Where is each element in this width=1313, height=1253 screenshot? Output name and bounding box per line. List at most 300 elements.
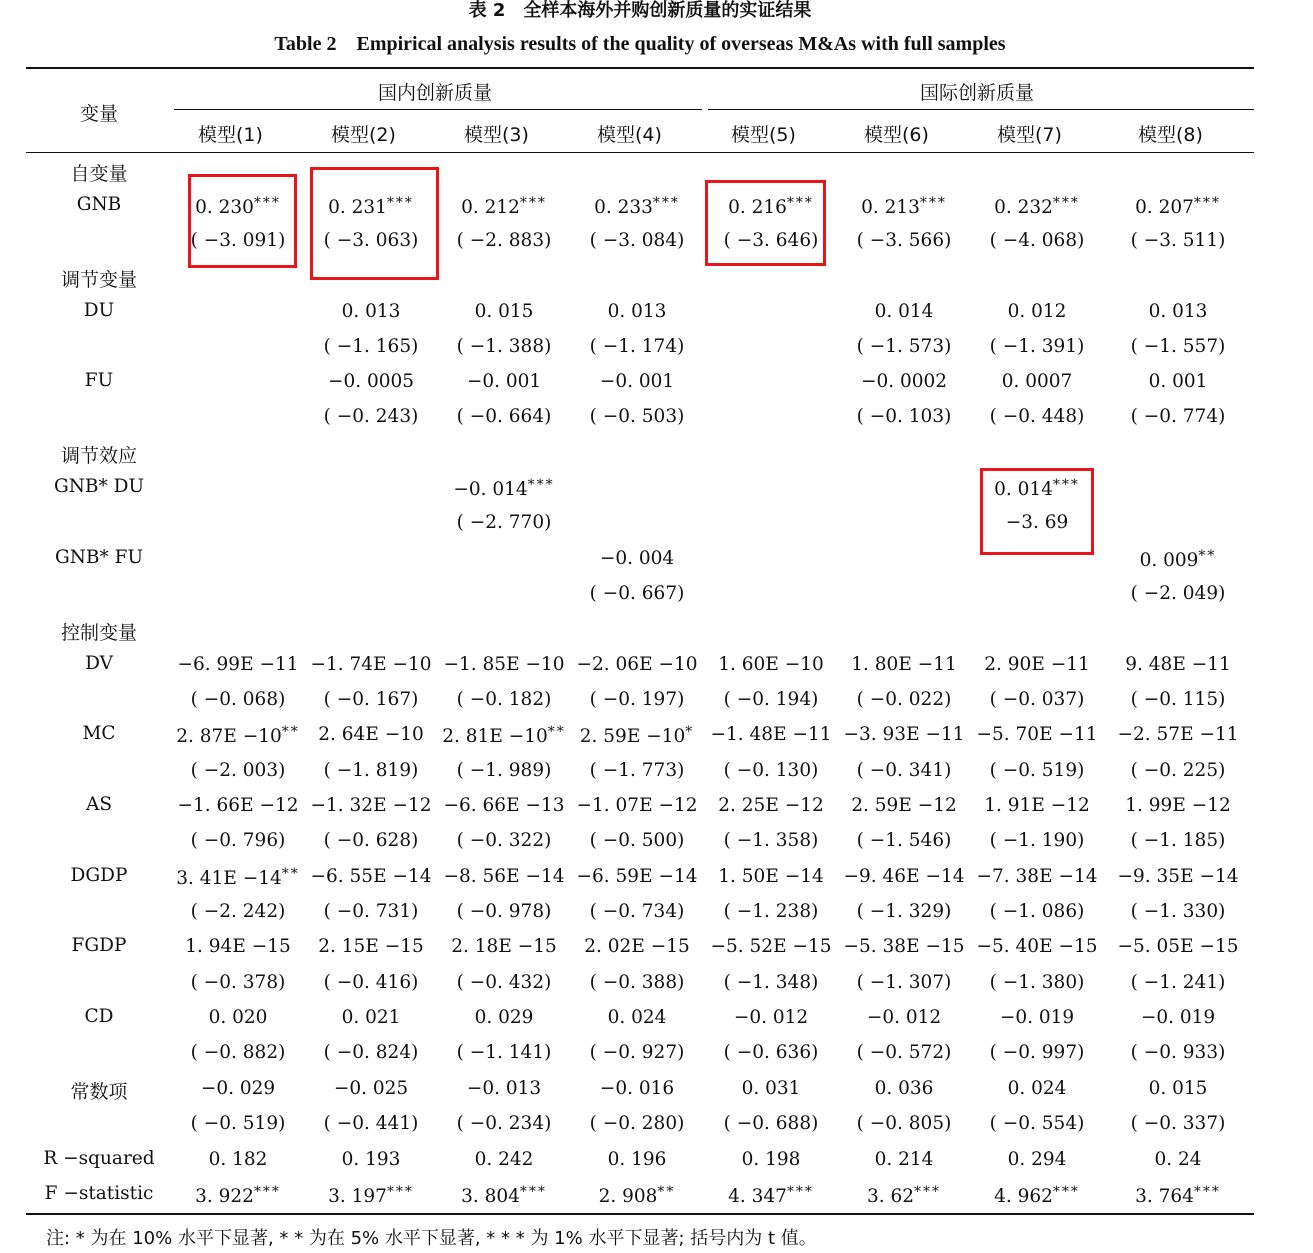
cell-value: ( −1. 391) <box>989 336 1085 357</box>
cell-value: ( −0. 022) <box>856 689 952 710</box>
cell-value: 0. 196 <box>607 1149 667 1170</box>
table-cell <box>571 1042 703 1063</box>
cell-value: ( −1. 557) <box>1130 336 1226 357</box>
table-cell <box>438 1113 570 1134</box>
cell-value: ( −0. 796) <box>190 830 286 851</box>
header-model-3: 模型(3) <box>464 124 529 146</box>
cell-value: 3. 62 <box>866 1186 915 1207</box>
table-cell <box>838 830 970 851</box>
table-cell <box>838 1078 970 1099</box>
significance-stars: ** <box>657 1184 676 1200</box>
table-cell <box>971 830 1103 851</box>
cell-value: −5. 52E −15 <box>710 936 832 957</box>
cell-value: ( −0. 927) <box>589 1042 685 1063</box>
cell-value: 1. 60E −10 <box>718 654 824 675</box>
cell-value: ( −0. 519) <box>190 1113 286 1134</box>
cell-value: 3. 764 <box>1135 1186 1194 1207</box>
cell-value: 4. 347 <box>728 1186 787 1207</box>
cell-value: ( −3. 084) <box>589 230 685 251</box>
table-title-chinese: 表 2 全样本海外并购创新质量的实证结果 <box>468 0 812 21</box>
row-label: FGDP <box>71 935 127 956</box>
cell-value: ( −0. 416) <box>323 972 419 993</box>
cell-value: ( −3. 566) <box>856 230 952 251</box>
group-rule-international <box>708 109 1254 110</box>
cell-value: −1. 66E −12 <box>177 795 299 816</box>
cell-value: 3. 41E −14 <box>176 868 282 889</box>
table-cell <box>571 1149 703 1170</box>
bottom-rule <box>26 1213 1254 1215</box>
cell-value: ( −0. 130) <box>723 760 819 781</box>
row-label: GNB <box>76 194 122 215</box>
table-cell <box>705 830 837 851</box>
cell-value: −0. 001 <box>466 371 542 392</box>
cell-value: ( −0. 664) <box>456 406 552 427</box>
cell-value: −1. 48E −11 <box>710 724 832 745</box>
row-label: AS <box>85 794 113 815</box>
table-cell <box>838 195 970 218</box>
header-model-5: 模型(5) <box>731 124 796 146</box>
table-cell <box>571 654 703 675</box>
cell-value: ( −1. 165) <box>323 336 419 357</box>
table-cell <box>971 406 1103 427</box>
table-cell <box>571 936 703 957</box>
cell-value: 0. 233 <box>594 197 653 218</box>
cell-value: 0. 242 <box>474 1149 534 1170</box>
cell-value: 0. 024 <box>1007 1078 1067 1099</box>
table-cell <box>172 1113 304 1134</box>
table-cell <box>705 724 837 745</box>
cell-value: ( −0. 378) <box>190 972 286 993</box>
table-cell <box>571 548 703 569</box>
significance-stars: *** <box>1052 477 1080 493</box>
table-cell <box>305 901 437 922</box>
row-label: 控制变量 <box>60 622 137 644</box>
significance-stars: *** <box>914 1184 942 1200</box>
cell-value: −0. 004 <box>599 548 675 569</box>
cell-value: ( −0. 933) <box>1130 1042 1226 1063</box>
table-cell <box>438 936 570 957</box>
cell-value: 0. 014 <box>994 479 1053 500</box>
table-cell <box>305 866 437 887</box>
cell-value: 2. 02E −15 <box>584 936 690 957</box>
table-cell <box>305 371 437 392</box>
cell-value: ( −0. 243) <box>323 406 419 427</box>
table-cell <box>1112 1078 1244 1099</box>
table-cell <box>438 406 570 427</box>
significance-stars: *** <box>786 1184 814 1200</box>
cell-value: ( −1. 773) <box>589 760 685 781</box>
cell-value: 0. 015 <box>1148 1078 1208 1099</box>
top-rule <box>26 67 1254 69</box>
cell-value: ( −0. 997) <box>989 1042 1085 1063</box>
cell-value: −6. 66E −13 <box>443 795 565 816</box>
cell-value: 0. 294 <box>1007 1149 1067 1170</box>
cell-value: ( −0. 068) <box>190 689 286 710</box>
table-cell <box>971 1184 1103 1207</box>
cell-value: −0. 012 <box>866 1007 942 1028</box>
table-cell <box>438 512 570 533</box>
table-cell <box>838 336 970 357</box>
table-cell <box>305 795 437 816</box>
cell-value: ( −1. 380) <box>989 972 1085 993</box>
cell-value: 0. 230 <box>195 197 254 218</box>
row-label: 自变量 <box>70 163 128 185</box>
table-cell <box>571 1007 703 1028</box>
table-cell <box>705 1042 837 1063</box>
table-cell <box>838 406 970 427</box>
table-cell <box>1112 301 1244 322</box>
group-rule-domestic <box>174 109 702 110</box>
cell-value: 0. 013 <box>1148 301 1208 322</box>
table-cell <box>438 1184 570 1207</box>
table-cell <box>438 477 570 500</box>
significance-stars: ** <box>1198 548 1217 564</box>
cell-value: ( −0. 167) <box>323 689 419 710</box>
cell-value: ( −3. 511) <box>1130 230 1226 251</box>
table-cell <box>838 972 970 993</box>
table-cell <box>1112 371 1244 392</box>
cell-value: −0. 014 <box>453 479 528 500</box>
cell-value: ( −3. 063) <box>323 230 419 251</box>
table-cell <box>438 760 570 781</box>
cell-value: ( −3. 091) <box>190 230 286 251</box>
cell-value: 1. 99E −12 <box>1125 795 1231 816</box>
table-cell <box>571 760 703 781</box>
cell-value: ( −0. 734) <box>589 901 685 922</box>
cell-value: −0. 025 <box>333 1078 409 1099</box>
cell-value: −3. 93E −11 <box>843 724 965 745</box>
table-cell <box>838 654 970 675</box>
cell-value: −6. 99E −11 <box>177 654 299 675</box>
table-cell <box>438 371 570 392</box>
cell-value: ( −1. 546) <box>856 830 952 851</box>
cell-value: ( −0. 503) <box>589 406 685 427</box>
cell-value: −8. 56E −14 <box>443 866 565 887</box>
significance-stars: *** <box>1193 195 1221 211</box>
cell-value: −5. 70E −11 <box>976 724 1098 745</box>
cell-value: ( −0. 882) <box>190 1042 286 1063</box>
cell-value: ( −1. 174) <box>589 336 685 357</box>
row-label: F −statistic <box>44 1183 154 1204</box>
cell-value: 0. 232 <box>994 197 1053 218</box>
cell-value: 0. 231 <box>328 197 387 218</box>
table-cell <box>305 336 437 357</box>
table-cell <box>1112 1184 1244 1207</box>
cell-value: ( −1. 989) <box>456 760 552 781</box>
cell-value: 9. 48E −11 <box>1125 654 1231 675</box>
cell-value: ( −0. 103) <box>856 406 952 427</box>
header-rule <box>26 152 1254 153</box>
table-cell <box>705 1007 837 1028</box>
table-cell <box>971 1113 1103 1134</box>
significance-stars: *** <box>652 195 680 211</box>
cell-value: 0. 013 <box>341 301 401 322</box>
table-cell <box>838 1007 970 1028</box>
table-cell <box>305 301 437 322</box>
cell-value: ( −1. 238) <box>723 901 819 922</box>
highlight-box-model7-interaction <box>980 468 1094 555</box>
cell-value: ( −0. 194) <box>723 689 819 710</box>
significance-stars: *** <box>1052 1184 1080 1200</box>
table-cell <box>705 1078 837 1099</box>
table-cell <box>838 724 970 745</box>
header-model-2: 模型(2) <box>331 124 396 146</box>
table-cell <box>1112 901 1244 922</box>
cell-value: 0. 24 <box>1154 1149 1202 1170</box>
table-cell <box>571 972 703 993</box>
cell-value: 0. 182 <box>208 1149 268 1170</box>
cell-value: ( −2. 883) <box>456 230 552 251</box>
significance-stars: * <box>685 724 695 740</box>
cell-value: −9. 35E −14 <box>1117 866 1239 887</box>
significance-stars: *** <box>253 195 281 211</box>
cell-value: ( −1. 388) <box>456 336 552 357</box>
table-cell <box>438 1078 570 1099</box>
cell-value: 0. 021 <box>341 1007 401 1028</box>
cell-value: ( −2. 049) <box>1130 583 1226 604</box>
table-cell <box>438 195 570 218</box>
cell-value: −0. 013 <box>466 1078 542 1099</box>
cell-value: ( −1. 330) <box>1130 901 1226 922</box>
highlight-box-model2-gnb <box>310 167 439 280</box>
cell-value: 1. 94E −15 <box>185 936 291 957</box>
significance-stars: ** <box>281 724 300 740</box>
table-cell <box>1112 866 1244 887</box>
table-cell <box>1112 760 1244 781</box>
table-cell <box>305 1113 437 1134</box>
cell-value: 2. 18E −15 <box>451 936 557 957</box>
table-cell <box>571 866 703 887</box>
table-cell <box>838 1184 970 1207</box>
row-label: GNB* FU <box>54 547 144 568</box>
cell-value: −0. 019 <box>1140 1007 1216 1028</box>
cell-value: −6. 55E −14 <box>310 866 432 887</box>
table-cell <box>1112 1042 1244 1063</box>
cell-value: 3. 804 <box>461 1186 520 1207</box>
table-cell <box>438 1042 570 1063</box>
table-cell <box>838 795 970 816</box>
table-cell <box>305 406 437 427</box>
table-cell <box>838 1113 970 1134</box>
cell-value: ( −0. 554) <box>989 1113 1085 1134</box>
cell-value: ( −0. 197) <box>589 689 685 710</box>
cell-value: 0. 031 <box>741 1078 801 1099</box>
cell-value: 2. 25E −12 <box>718 795 824 816</box>
cell-value: −0. 029 <box>200 1078 276 1099</box>
table-cell <box>172 1007 304 1028</box>
table-cell <box>838 301 970 322</box>
table-cell <box>571 901 703 922</box>
row-label: 常数项 <box>70 1081 128 1103</box>
significance-stars: *** <box>253 1184 281 1200</box>
table-cell <box>172 760 304 781</box>
cell-value: ( −0. 519) <box>989 760 1085 781</box>
table-cell <box>438 654 570 675</box>
table-cell <box>838 371 970 392</box>
table-cell <box>705 936 837 957</box>
table-cell <box>971 654 1103 675</box>
cell-value: 0. 009 <box>1139 550 1199 571</box>
cell-value: 2. 59E −10 <box>579 726 686 747</box>
table-cell <box>971 689 1103 710</box>
cell-value: 1. 50E −14 <box>718 866 824 887</box>
table-cell <box>1112 336 1244 357</box>
table-cell <box>305 1078 437 1099</box>
table-cell <box>305 689 437 710</box>
table-cell <box>172 866 304 889</box>
cell-value: −7. 38E −14 <box>976 866 1098 887</box>
cell-value: 0. 015 <box>474 301 534 322</box>
cell-value: −2. 06E −10 <box>576 654 698 675</box>
cell-value: 0. 024 <box>607 1007 667 1028</box>
cell-value: ( −0. 322) <box>456 830 552 851</box>
cell-value: −2. 57E −11 <box>1117 724 1239 745</box>
table-cell <box>1112 1113 1244 1134</box>
table-cell <box>438 336 570 357</box>
table-cell <box>1112 654 1244 675</box>
cell-value: 3. 197 <box>328 1186 387 1207</box>
cell-value: −5. 40E −15 <box>976 936 1098 957</box>
table-cell <box>971 1149 1103 1170</box>
cell-value: ( −0. 688) <box>723 1113 819 1134</box>
cell-value: 0. 014 <box>874 301 934 322</box>
table-cell <box>438 230 570 251</box>
cell-value: −0. 0002 <box>860 371 948 392</box>
table-cell <box>971 230 1103 251</box>
cell-value: 2. 908 <box>598 1186 658 1207</box>
table-cell <box>172 1149 304 1170</box>
cell-value: ( −1. 348) <box>723 972 819 993</box>
cell-value: 0. 212 <box>461 197 520 218</box>
cell-value: −0. 012 <box>733 1007 809 1028</box>
table-cell <box>838 901 970 922</box>
table-cell <box>571 689 703 710</box>
header-model-8: 模型(8) <box>1138 124 1203 146</box>
table-cell <box>305 1007 437 1028</box>
cell-value: 0. 213 <box>861 197 920 218</box>
table-cell <box>1112 724 1244 745</box>
cell-value: 0. 0007 <box>1001 371 1073 392</box>
table-cell <box>438 689 570 710</box>
table-cell <box>1112 1149 1244 1170</box>
cell-value: ( −0. 225) <box>1130 760 1226 781</box>
table-cell <box>571 830 703 851</box>
table-cell <box>971 760 1103 781</box>
significance-stars: ** <box>281 866 300 882</box>
cell-value: ( −2. 242) <box>190 901 286 922</box>
table-cell <box>1112 1007 1244 1028</box>
significance-stars: *** <box>519 195 547 211</box>
cell-value: 1. 80E −11 <box>851 654 957 675</box>
significance-stars: *** <box>527 477 555 493</box>
table-cell <box>172 1042 304 1063</box>
table-cell <box>838 1042 970 1063</box>
table-cell <box>571 336 703 357</box>
cell-value: −9. 46E −14 <box>843 866 965 887</box>
table-title-english: Table 2 Empirical analysis results of the quality of overseas M&As with full samples <box>274 33 1006 55</box>
table-cell <box>838 866 970 887</box>
cell-value: ( −0. 441) <box>323 1113 419 1134</box>
cell-value: ( −1. 307) <box>856 972 952 993</box>
cell-value: ( −2. 003) <box>190 760 286 781</box>
table-cell <box>172 936 304 957</box>
table-cell <box>1112 972 1244 993</box>
row-label: 调节效应 <box>60 445 137 467</box>
table-cell <box>705 1184 837 1207</box>
row-label: DU <box>83 300 115 321</box>
cell-value: ( −0. 667) <box>589 583 685 604</box>
table-cell <box>438 866 570 887</box>
cell-value: −1. 85E −10 <box>443 654 565 675</box>
cell-value: ( −1. 329) <box>856 901 952 922</box>
table-cell <box>971 371 1103 392</box>
table-cell <box>705 689 837 710</box>
header-group-domestic: 国内创新质量 <box>378 82 493 104</box>
table-cell <box>971 1042 1103 1063</box>
table-cell <box>305 1149 437 1170</box>
cell-value: ( −1. 185) <box>1130 830 1226 851</box>
cell-value: ( −0. 341) <box>856 760 952 781</box>
table-cell <box>571 1078 703 1099</box>
cell-value: 2. 64E −10 <box>318 724 424 745</box>
cell-value: 3. 922 <box>195 1186 254 1207</box>
cell-value: 0. 001 <box>1148 371 1208 392</box>
cell-value: −0. 0005 <box>327 371 415 392</box>
table-cell <box>305 1184 437 1207</box>
cell-value: ( −0. 234) <box>456 1113 552 1134</box>
header-model-1: 模型(1) <box>198 124 263 146</box>
table-cell <box>838 760 970 781</box>
header-model-4: 模型(4) <box>597 124 662 146</box>
cell-value: ( −1. 190) <box>989 830 1085 851</box>
cell-value: ( −0. 824) <box>323 1042 419 1063</box>
table-cell <box>705 901 837 922</box>
cell-value: −1. 07E −12 <box>576 795 698 816</box>
table-cell <box>571 724 703 747</box>
table-cell <box>172 830 304 851</box>
cell-value: ( −0. 182) <box>456 689 552 710</box>
cell-value: ( −0. 628) <box>323 830 419 851</box>
cell-value: ( −1. 141) <box>456 1042 552 1063</box>
table-cell <box>172 795 304 816</box>
significance-stars: *** <box>1052 195 1080 211</box>
table-cell <box>172 901 304 922</box>
table-cell <box>571 406 703 427</box>
cell-value: ( −0. 731) <box>323 901 419 922</box>
highlight-box-model1-gnb <box>188 174 297 268</box>
table-cell <box>971 724 1103 745</box>
table-cell <box>172 654 304 675</box>
table-cell <box>571 795 703 816</box>
cell-value: 0. 020 <box>208 1007 268 1028</box>
table-cell <box>172 724 304 747</box>
cell-value: 0. 036 <box>874 1078 934 1099</box>
row-label: CD <box>84 1006 114 1027</box>
cell-value: ( −0. 388) <box>589 972 685 993</box>
table-cell <box>838 230 970 251</box>
table-cell <box>1112 830 1244 851</box>
significance-stars: *** <box>786 195 814 211</box>
table-cell <box>438 795 570 816</box>
cell-value: −0. 019 <box>999 1007 1075 1028</box>
cell-value: ( −1. 086) <box>989 901 1085 922</box>
table-cell <box>705 1113 837 1134</box>
cell-value: ( −0. 337) <box>1130 1113 1226 1134</box>
significance-stars: *** <box>386 1184 414 1200</box>
table-note: 注: * 为在 10% 水平下显著, * * 为在 5% 水平下显著, * * * 为 1% 水平下显著; 括号内为 t 值。 <box>46 1228 817 1249</box>
cell-value: 2. 87E −10 <box>176 726 282 747</box>
table-cell <box>305 936 437 957</box>
